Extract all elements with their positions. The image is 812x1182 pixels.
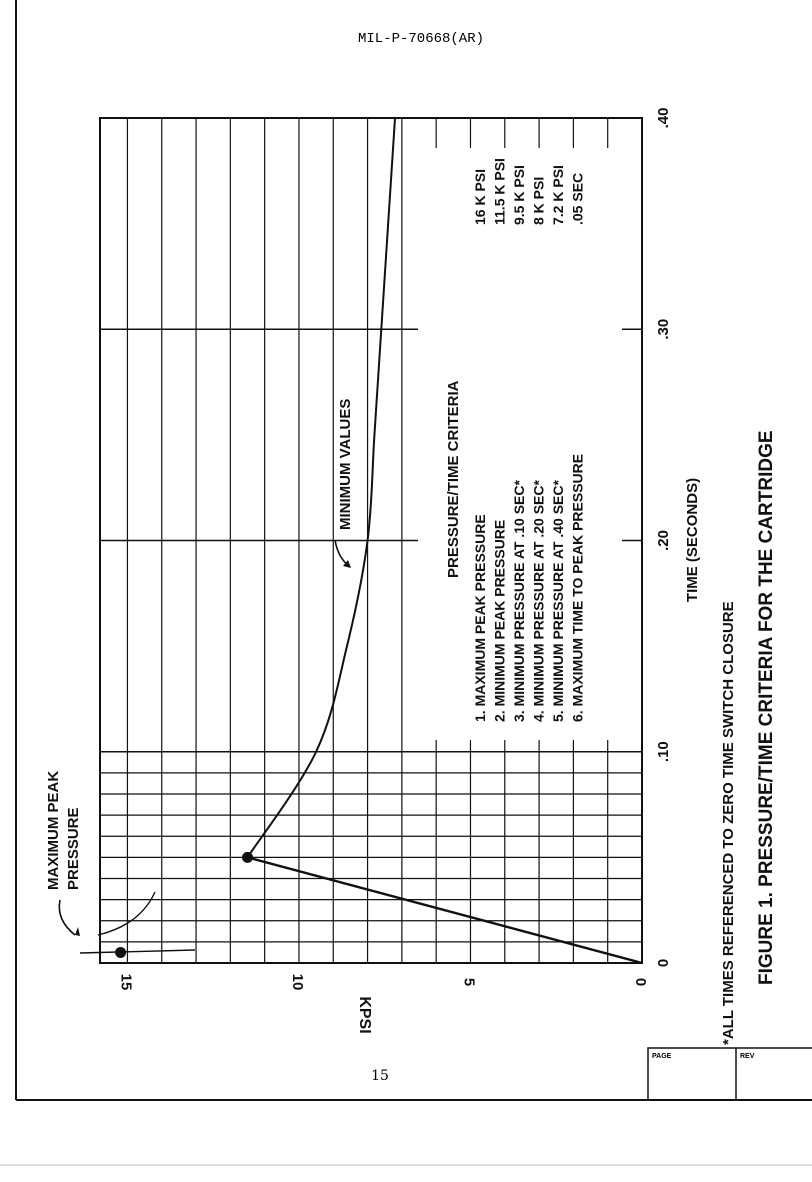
x-axis-label: TIME (SECONDS) [684, 477, 701, 603]
criteria-row-value: 11.5 K PSI [491, 158, 508, 225]
minimum-peak-point [242, 852, 253, 863]
y-tick-labels [117, 974, 649, 991]
y-tick-label: 0 [632, 977, 649, 987]
criteria-row-value: 16 K PSI [472, 168, 488, 225]
max-peak-arrowhead [75, 927, 80, 936]
max-peak-leader [59, 900, 75, 935]
criteria-table-title: PRESSURE/TIME CRITERIA [445, 380, 462, 578]
criteria-row-label: 5. MINIMUM PRESSURE AT .40 SEC* [550, 480, 566, 722]
criteria-row-label: 4. MINIMUM PRESSURE AT .20 SEC* [530, 480, 547, 722]
criteria-row-label: 3. MINIMUM PRESSURE AT .10 SEC* [511, 480, 527, 722]
criteria-row-value: 9.5 K PSI [511, 165, 527, 225]
y-tick-label: 5 [460, 977, 478, 987]
criteria-row-value: 7.2 K PSI [550, 165, 566, 225]
y-axis-label: KPSI [356, 996, 373, 1034]
criteria-row-label: 2. MINIMUM PEAK PRESSURE [491, 519, 508, 722]
minimum-values-label: MINIMUM VALUES [337, 398, 354, 530]
criteria-row-label: 1. MAXIMUM PEAK PRESSURE [472, 514, 488, 722]
max-peak-label-line2: PRESSURE [65, 807, 82, 890]
criteria-row-value: 8 K PSI [530, 176, 547, 225]
x-tick-label: .40 [655, 107, 672, 129]
max-peak-hand-curve [98, 892, 155, 935]
y-tick-label: 10 [288, 973, 306, 991]
footnote: *ALL TIMES REFERENCED TO ZERO TIME SWITCH CLOSURE [720, 601, 737, 1045]
document-header: MIL-P-70668(AR) [357, 31, 485, 47]
rise-line [248, 857, 642, 963]
page-rev-box [648, 1048, 812, 1100]
minimum-curve [248, 118, 396, 857]
page-box-label: PAGE [652, 1053, 672, 1060]
max-peak-label-line1: MAXIMUM PEAK [45, 770, 62, 890]
criteria-table [418, 148, 622, 740]
max-peak-stroke [80, 950, 195, 953]
x-tick-label: 0 [655, 958, 672, 968]
pressure-time-chart [45, 108, 701, 1034]
x-tick-label: .20 [655, 530, 672, 551]
figure-caption: FIGURE 1. PRESSURE/TIME CRITERIA FOR THE CARTRIDGE [756, 430, 777, 985]
criteria-row-label: 6. MAXIMUM TIME TO PEAK PRESSURE [569, 453, 586, 722]
x-tick-labels [655, 108, 672, 968]
x-tick-label: .10 [655, 741, 672, 763]
rev-box-label: REV [740, 1053, 755, 1060]
x-tick-label: .30 [655, 318, 672, 340]
criteria-row-value: .05 SEC [569, 172, 586, 225]
page-number: 15 [371, 1068, 389, 1084]
y-tick-label: 15 [117, 973, 135, 991]
